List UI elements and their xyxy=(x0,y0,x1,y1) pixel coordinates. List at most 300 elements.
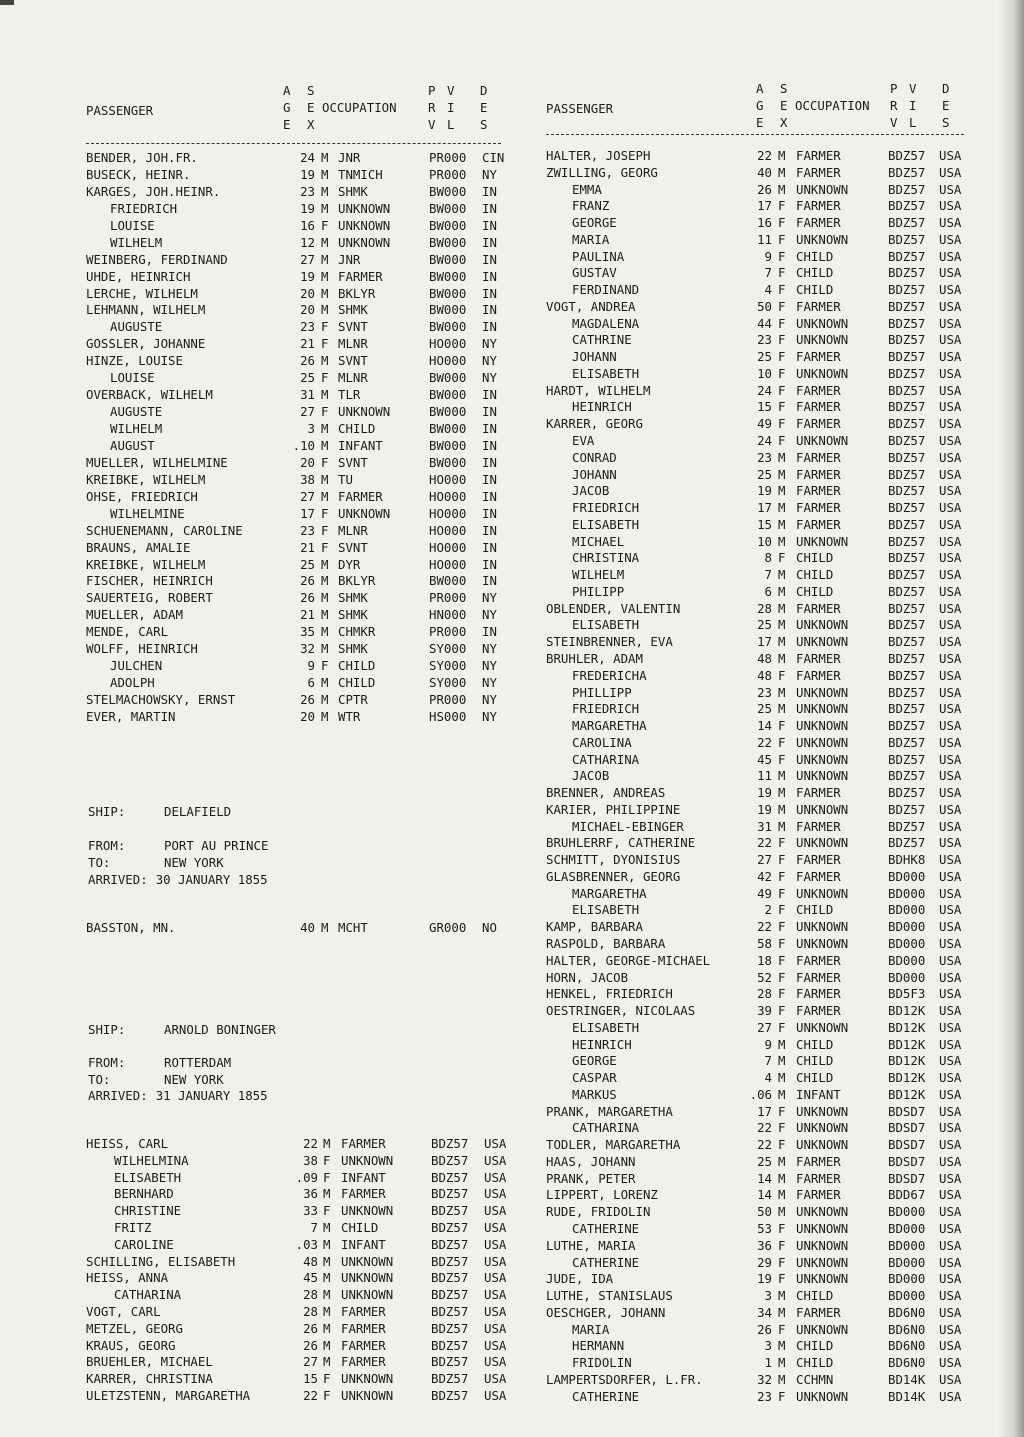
passenger-name: UHDE, HEINRICH xyxy=(86,268,191,284)
passenger-sex: M xyxy=(778,1153,786,1169)
passenger-province: HO000 xyxy=(429,353,467,369)
passenger-sex: M xyxy=(323,1320,331,1336)
passenger-name: MARIA xyxy=(572,231,610,247)
passenger-age: 1 xyxy=(764,1355,772,1371)
passenger-sex: F xyxy=(323,1371,331,1387)
passenger-sex: M xyxy=(778,634,786,650)
passenger-age: 38 xyxy=(303,1152,318,1168)
passenger-destination: USA xyxy=(939,1019,962,1035)
passenger-province: HN000 xyxy=(429,607,467,623)
passenger-destination: USA xyxy=(939,231,962,247)
passenger-destination: USA xyxy=(939,919,962,935)
passenger-occupation: UNKNOWN xyxy=(338,200,391,216)
passenger-province: BDZ57 xyxy=(888,248,926,264)
passenger-province: BW000 xyxy=(429,217,467,233)
passenger-age: 23 xyxy=(757,684,772,700)
passenger-occupation: WTR xyxy=(338,708,361,724)
passenger-name: ELISABETH xyxy=(572,902,640,918)
passenger-name: WILHELM xyxy=(110,234,163,250)
passenger-name: PAULINA xyxy=(572,248,625,264)
passenger-sex: M xyxy=(321,471,329,487)
passenger-sex: F xyxy=(778,231,786,247)
passenger-destination: IN xyxy=(482,285,497,301)
passenger-occupation: FARMER xyxy=(796,986,841,1002)
passenger-province: BDZ57 xyxy=(888,734,926,750)
passenger-province: HO000 xyxy=(429,488,467,504)
passenger-name: ADOLPH xyxy=(110,675,155,691)
passenger-age: 26 xyxy=(303,1337,318,1353)
passenger-name: WILHELMINE xyxy=(110,505,185,521)
table-row xyxy=(86,404,516,421)
passenger-age: 14 xyxy=(757,1170,772,1186)
table-row xyxy=(546,332,976,349)
passenger-occupation: FARMER xyxy=(338,488,383,504)
passenger-sex: M xyxy=(778,148,786,163)
table-row xyxy=(86,1338,516,1355)
passenger-sex: F xyxy=(778,215,786,231)
passenger-province: BDZ57 xyxy=(431,1152,469,1168)
table-row xyxy=(546,550,976,567)
table-row xyxy=(546,970,976,987)
passenger-age: 48 xyxy=(757,650,772,666)
passenger-destination: IN xyxy=(482,454,497,470)
passenger-destination: NY xyxy=(482,692,497,707)
passenger-age: 36 xyxy=(303,1186,318,1202)
passenger-name: MARKUS xyxy=(572,1086,617,1102)
passenger-destination: USA xyxy=(939,667,962,683)
passenger-province: PR000 xyxy=(429,624,467,640)
table-row xyxy=(546,517,976,534)
passenger-province: BDD67 xyxy=(888,1187,926,1203)
passenger-age: 44 xyxy=(757,315,772,331)
passenger-province: BD6N0 xyxy=(888,1355,926,1371)
passenger-destination: USA xyxy=(939,986,962,1002)
passenger-name: HEINRICH xyxy=(572,1036,632,1052)
header-vil-1: V xyxy=(909,81,917,96)
passenger-destination: USA xyxy=(484,1387,507,1403)
passenger-province: BDZ57 xyxy=(888,215,926,231)
passenger-name: SAUERTEIG, ROBERT xyxy=(86,590,213,606)
table-row xyxy=(546,249,976,266)
passenger-occupation: SVNT xyxy=(338,539,368,555)
passenger-sex: M xyxy=(778,1053,786,1069)
passenger-sex: F xyxy=(778,718,786,734)
table-row xyxy=(546,1171,976,1188)
passenger-occupation: CHILD xyxy=(796,902,834,918)
ship-name: DELAFIELD xyxy=(164,804,232,819)
passenger-province: BD000 xyxy=(888,885,926,901)
passenger-sex: M xyxy=(778,1304,786,1320)
passenger-occupation: SVNT xyxy=(338,319,368,335)
passenger-destination: IN xyxy=(482,319,497,335)
passenger-sex: M xyxy=(778,1070,786,1086)
header-sex-1: S xyxy=(307,83,315,98)
passenger-age: 28 xyxy=(303,1287,318,1303)
from-label: FROM: xyxy=(88,1055,126,1070)
passenger-destination: USA xyxy=(484,1337,507,1353)
passenger-name: BENDER, JOH.FR. xyxy=(86,150,198,165)
passenger-province: BDZ57 xyxy=(888,818,926,834)
passenger-occupation: FARMER xyxy=(796,215,841,231)
passenger-sex: M xyxy=(778,567,786,583)
passenger-occupation: CHILD xyxy=(341,1219,379,1235)
passenger-province: BW000 xyxy=(429,387,467,403)
passenger-occupation: CHILD xyxy=(796,550,834,566)
passenger-age: 23 xyxy=(757,1388,772,1404)
table-row xyxy=(546,1187,976,1204)
table-row xyxy=(86,421,516,438)
passenger-name: FRIEDRICH xyxy=(572,500,640,516)
passenger-name: STELMACHOWSKY, ERNST xyxy=(86,692,236,707)
passenger-age: .06 xyxy=(749,1086,772,1102)
passenger-province: BDZ57 xyxy=(888,449,926,465)
passenger-province: GR000 xyxy=(429,920,467,935)
header-des-1: D xyxy=(942,81,950,96)
passenger-name: BRUHLER, ADAM xyxy=(546,650,643,666)
passenger-age: 25 xyxy=(300,556,315,572)
passenger-destination: USA xyxy=(484,1287,507,1303)
passenger-name: LIPPERT, LORENZ xyxy=(546,1187,658,1203)
passenger-age: 25 xyxy=(757,466,772,482)
passenger-occupation: MLNR xyxy=(338,522,368,538)
table-row xyxy=(86,1270,516,1287)
passenger-age: 26 xyxy=(300,590,315,606)
table-row xyxy=(546,1255,976,1272)
passenger-occupation: SVNT xyxy=(338,353,368,369)
passenger-destination: USA xyxy=(939,885,962,901)
passenger-sex: M xyxy=(321,183,329,199)
passenger-sex: F xyxy=(321,319,329,335)
passenger-age: 24 xyxy=(300,150,315,165)
passenger-age: 15 xyxy=(303,1371,318,1387)
passenger-sex: F xyxy=(778,198,786,214)
passenger-destination: CIN xyxy=(482,150,505,165)
passenger-name: MAGDALENA xyxy=(572,315,640,331)
table-row xyxy=(546,232,976,249)
passenger-province: HO000 xyxy=(429,522,467,538)
passenger-sex: M xyxy=(778,650,786,666)
passenger-destination: USA xyxy=(939,1036,962,1052)
passenger-destination: USA xyxy=(939,1271,962,1287)
table-row xyxy=(546,383,976,400)
table-row xyxy=(546,1003,976,1020)
passenger-province: BDZ57 xyxy=(431,1371,469,1387)
passenger-occupation: MLNR xyxy=(338,370,368,386)
passenger-sex: F xyxy=(778,667,786,683)
passenger-destination: USA xyxy=(939,650,962,666)
passenger-destination: USA xyxy=(939,835,962,851)
table-row xyxy=(86,1153,516,1170)
passenger-occupation: SHMK xyxy=(338,607,368,623)
passenger-sex: F xyxy=(778,349,786,365)
passenger-age: 19 xyxy=(300,200,315,216)
passenger-province: BDSD7 xyxy=(888,1153,926,1169)
passenger-province: BD14K xyxy=(888,1388,926,1404)
passenger-province: BD000 xyxy=(888,1237,926,1253)
passenger-sex: M xyxy=(778,533,786,549)
passenger-occupation: FARMER xyxy=(796,298,841,314)
passenger-age: 23 xyxy=(757,449,772,465)
passenger-province: BDZ57 xyxy=(888,634,926,650)
passenger-sex: M xyxy=(323,1253,331,1269)
passenger-destination: USA xyxy=(939,969,962,985)
passenger-age: 26 xyxy=(757,1321,772,1337)
passenger-province: BW000 xyxy=(429,200,467,216)
passenger-age: 15 xyxy=(757,399,772,415)
passenger-occupation: CHILD xyxy=(796,1053,834,1069)
passenger-age: 32 xyxy=(757,1371,772,1387)
passenger-destination: USA xyxy=(939,952,962,968)
passenger-occupation: UNKNOWN xyxy=(796,231,849,247)
table-row xyxy=(86,387,516,404)
table-row xyxy=(546,1104,976,1121)
table-row xyxy=(86,920,516,937)
passenger-province: BDZ57 xyxy=(888,433,926,449)
ship-line xyxy=(88,804,231,819)
passenger-name: ELISABETH xyxy=(114,1169,182,1185)
passenger-province: SY000 xyxy=(429,641,467,657)
passenger-sex: M xyxy=(321,488,329,504)
passenger-destination: USA xyxy=(939,433,962,449)
passenger-province: BD000 xyxy=(888,1271,926,1287)
passenger-sex: M xyxy=(778,1204,786,1220)
passenger-province: BDZ57 xyxy=(888,533,926,549)
passenger-sex: F xyxy=(778,248,786,264)
passenger-name: HARDT, WILHELM xyxy=(546,382,651,398)
table-row xyxy=(86,167,516,184)
table-row xyxy=(86,557,516,574)
passenger-destination: USA xyxy=(939,500,962,516)
table-row xyxy=(546,1037,976,1054)
table-row xyxy=(86,489,516,506)
passenger-province: BDZ57 xyxy=(888,332,926,348)
passenger-province: BW000 xyxy=(429,285,467,301)
table-row xyxy=(546,584,976,601)
passenger-province: BDZ57 xyxy=(888,567,926,583)
passenger-destination: USA xyxy=(939,466,962,482)
passenger-age: 25 xyxy=(757,1153,772,1169)
passenger-province: BDZ57 xyxy=(431,1203,469,1219)
passenger-destination: USA xyxy=(939,868,962,884)
passenger-name: GLASBRENNER, GEORG xyxy=(546,868,681,884)
passenger-province: BDSD7 xyxy=(888,1170,926,1186)
passenger-occupation: FARMER xyxy=(341,1337,386,1353)
passenger-destination: IN xyxy=(482,556,497,572)
passenger-age: 27 xyxy=(303,1354,318,1370)
passenger-province: BDZ57 xyxy=(888,164,926,180)
to-port: NEW YORK xyxy=(164,1072,224,1087)
header-des-1: D xyxy=(480,83,488,98)
passenger-sex: M xyxy=(778,164,786,180)
passenger-province: SY000 xyxy=(429,675,467,691)
passenger-province: HO000 xyxy=(429,539,467,555)
passenger-occupation: INFANT xyxy=(338,437,383,453)
table-row xyxy=(546,986,976,1003)
passenger-sex: F xyxy=(778,885,786,901)
passenger-occupation: FARMER xyxy=(341,1186,386,1202)
passenger-name: OVERBACK, WILHELM xyxy=(86,387,213,403)
table-row xyxy=(86,1220,516,1237)
header-sex-2: E xyxy=(780,98,788,113)
passenger-name: MARGARETHA xyxy=(572,718,647,734)
passenger-sex: M xyxy=(778,1338,786,1354)
passenger-province: BW000 xyxy=(429,302,467,318)
passenger-age: 19 xyxy=(757,1271,772,1287)
passenger-age: 25 xyxy=(757,701,772,717)
passenger-occupation: INFANT xyxy=(796,1086,841,1102)
passenger-name: BRAUNS, AMALIE xyxy=(86,539,191,555)
table-row xyxy=(86,1170,516,1187)
table-row xyxy=(86,370,516,387)
passenger-name: MARGARETHA xyxy=(572,885,647,901)
passenger-occupation: BKLYR xyxy=(338,573,376,589)
passenger-age: 12 xyxy=(300,234,315,250)
passenger-destination: USA xyxy=(939,265,962,281)
passenger-destination: NY xyxy=(482,166,497,182)
table-row xyxy=(86,540,516,557)
passenger-sex: F xyxy=(321,522,329,538)
passenger-province: BD5F3 xyxy=(888,986,926,1002)
passenger-destination: IN xyxy=(482,573,497,589)
passenger-destination: USA xyxy=(939,1254,962,1270)
passenger-occupation: UNKNOWN xyxy=(796,1321,849,1337)
passenger-sex: F xyxy=(778,332,786,348)
passenger-occupation: UNKNOWN xyxy=(796,1388,849,1404)
passenger-sex: M xyxy=(321,920,329,935)
passenger-destination: USA xyxy=(939,550,962,566)
passenger-sex: M xyxy=(778,181,786,197)
table-row xyxy=(86,235,516,252)
passenger-destination: USA xyxy=(939,684,962,700)
table-row xyxy=(86,641,516,658)
passenger-name: ZWILLING, GEORG xyxy=(546,164,658,180)
passenger-name: LUTHE, MARIA xyxy=(546,1237,636,1253)
table-row xyxy=(86,624,516,641)
passenger-name: CATHARINA xyxy=(114,1287,182,1303)
ship-line xyxy=(88,1022,276,1037)
passenger-destination: IN xyxy=(482,471,497,487)
passenger-age: 23 xyxy=(300,522,315,538)
passenger-province: BD12K xyxy=(888,1036,926,1052)
header-vil-3: L xyxy=(909,115,917,130)
passenger-name: HALTER, JOSEPH xyxy=(546,148,651,163)
passenger-name: BRENNER, ANDREAS xyxy=(546,785,666,801)
table-row xyxy=(86,438,516,455)
passenger-age: 35 xyxy=(300,624,315,640)
passenger-name: FRANZ xyxy=(572,198,610,214)
passenger-name: OESCHGER, JOHANN xyxy=(546,1304,666,1320)
header-sex-3: X xyxy=(780,115,788,130)
table-row xyxy=(546,1372,976,1389)
passenger-province: BDZ57 xyxy=(888,600,926,616)
passenger-name: GUSTAV xyxy=(572,265,617,281)
passenger-destination: USA xyxy=(939,298,962,314)
passenger-age: .03 xyxy=(295,1236,318,1252)
table-row xyxy=(546,1120,976,1137)
passenger-occupation: UNKNOWN xyxy=(341,1253,394,1269)
passenger-sex: M xyxy=(321,675,329,691)
passenger-occupation: FARMER xyxy=(796,148,841,163)
table-row xyxy=(546,534,976,551)
to-line xyxy=(88,1072,224,1087)
passenger-occupation: UNKNOWN xyxy=(796,1120,849,1136)
header-sex-2: E xyxy=(307,100,315,115)
passenger-province: BD14K xyxy=(888,1371,926,1387)
passenger-destination: USA xyxy=(939,1288,962,1304)
passenger-occupation: SVNT xyxy=(338,454,368,470)
passenger-age: 19 xyxy=(757,785,772,801)
passenger-sex: F xyxy=(778,550,786,566)
passenger-province: BD000 xyxy=(888,1221,926,1236)
passenger-province: BDZ57 xyxy=(888,701,926,717)
passenger-age: 7 xyxy=(764,567,772,583)
table-row xyxy=(86,252,516,269)
passenger-occupation: UNKNOWN xyxy=(796,835,849,851)
passenger-age: 20 xyxy=(300,285,315,301)
passenger-name: JACOB xyxy=(572,768,610,784)
passenger-name: SCHILLING, ELISABETH xyxy=(86,1253,236,1269)
passenger-sex: F xyxy=(778,868,786,884)
passenger-province: BDZ57 xyxy=(888,282,926,298)
passenger-destination: IN xyxy=(482,624,497,640)
passenger-age: 3 xyxy=(764,1338,772,1354)
passenger-destination: USA xyxy=(939,365,962,381)
passenger-destination: USA xyxy=(939,902,962,918)
passenger-name: KARRER, CHRISTINA xyxy=(86,1371,213,1387)
passenger-age: 52 xyxy=(757,969,772,985)
passenger-occupation: TLR xyxy=(338,387,361,403)
scan-corner-mark xyxy=(0,0,14,5)
passenger-province: BDZ57 xyxy=(431,1236,469,1252)
passenger-destination: USA xyxy=(939,701,962,717)
passenger-sex: M xyxy=(321,624,329,640)
passenger-occupation: UNKNOWN xyxy=(796,315,849,331)
passenger-sex: M xyxy=(321,421,329,436)
passenger-name: ELISABETH xyxy=(572,617,640,633)
passenger-age: 19 xyxy=(300,166,315,182)
table-row xyxy=(546,685,976,702)
passenger-sex: F xyxy=(778,365,786,381)
table-row xyxy=(86,1186,516,1203)
table-row xyxy=(86,184,516,201)
passenger-age: 16 xyxy=(300,217,315,233)
passenger-name: KARIER, PHILIPPINE xyxy=(546,801,681,817)
table-row xyxy=(86,506,516,523)
table-row xyxy=(546,182,976,199)
passenger-destination: IN xyxy=(482,234,497,250)
arrived-date: 31 JANUARY 1855 xyxy=(155,1088,268,1103)
passenger-sex: F xyxy=(778,399,786,415)
passenger-province: BDZ57 xyxy=(431,1337,469,1353)
passenger-age: 19 xyxy=(757,801,772,817)
passenger-occupation: UNKNOWN xyxy=(796,801,849,817)
passenger-occupation: FARMER xyxy=(796,500,841,516)
passenger-sex: M xyxy=(778,516,786,532)
passenger-province: BD000 xyxy=(888,1254,926,1270)
passenger-province: BD12K xyxy=(888,1019,926,1035)
passenger-sex: M xyxy=(323,1287,331,1303)
passenger-destination: USA xyxy=(484,1236,507,1252)
passenger-name: BERNHARD xyxy=(114,1186,174,1202)
passenger-occupation: UNKNOWN xyxy=(796,885,849,901)
passenger-destination: USA xyxy=(939,718,962,734)
passenger-occupation: UNKNOWN xyxy=(796,734,849,750)
table-row xyxy=(86,523,516,540)
passenger-occupation: FARMER xyxy=(796,852,841,868)
passenger-destination: NO xyxy=(482,920,497,935)
passenger-province: BDZ57 xyxy=(431,1253,469,1269)
passenger-name: TODLER, MARGARETHA xyxy=(546,1137,681,1153)
